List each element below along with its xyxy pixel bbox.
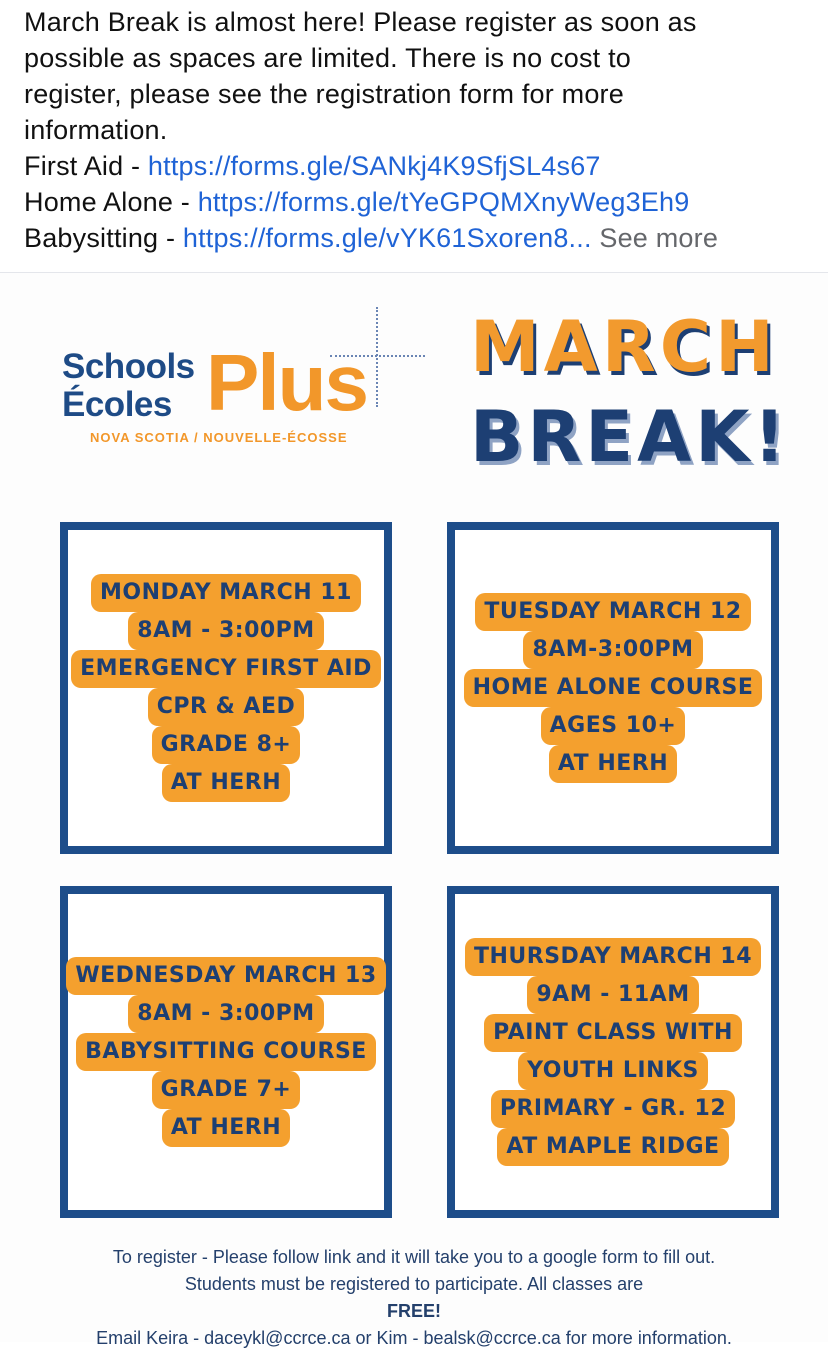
- logo-cross-vertical: [376, 307, 378, 407]
- session-line: GRADE 7+: [152, 1071, 301, 1109]
- footer-line-2: [0, 1271, 828, 1325]
- session-line: YOUTH LINKS: [518, 1052, 708, 1090]
- babysitting-link-row: [24, 220, 814, 256]
- babysitting-link[interactable]: https://forms.gle/vYK61Sxoren8...: [182, 223, 592, 253]
- logo-ecoles-text: Écoles: [62, 385, 172, 424]
- session-line: 8AM - 3:00PM: [128, 995, 323, 1033]
- post-message: [24, 4, 814, 256]
- session-line: CPR & AED: [148, 688, 305, 726]
- session-line: EMERGENCY FIRST AID: [71, 650, 381, 688]
- march-break-heading: [470, 302, 790, 482]
- session-card-wednesday: [60, 886, 392, 1218]
- session-card-thursday: [447, 886, 779, 1218]
- free-label: FREE!: [387, 1301, 441, 1321]
- session-line: GRADE 8+: [152, 726, 301, 764]
- post-line: information.: [24, 115, 168, 145]
- session-line: WEDNESDAY MARCH 13: [66, 957, 385, 995]
- session-line: PRIMARY - GR. 12: [491, 1090, 735, 1128]
- first-aid-link[interactable]: https://forms.gle/SANkj4K9SfjSL4s67: [147, 151, 601, 181]
- first-aid-link-row: [24, 148, 814, 184]
- session-line: MONDAY MARCH 11: [91, 574, 361, 612]
- home-alone-link[interactable]: https://forms.gle/tYeGPQMXnyWeg3Eh9: [197, 187, 690, 217]
- session-line: TUESDAY MARCH 12: [475, 593, 750, 631]
- session-line: THURSDAY MARCH 14: [465, 938, 761, 976]
- flyer-footer: [0, 1244, 828, 1352]
- home-alone-link-row: [24, 184, 814, 220]
- logo-plus-text: Plus: [206, 338, 367, 427]
- session-line: BABYSITTING COURSE: [76, 1033, 376, 1071]
- schoolsplus-logo: [62, 305, 432, 455]
- session-details: [71, 574, 381, 802]
- heading-line-1: MARCH: [470, 306, 778, 388]
- footer-line-3: Email Keira - daceykl@ccrce.ca or Kim - bealsk@ccrce.ca for more information.: [96, 1328, 732, 1348]
- session-card-monday: [60, 522, 392, 854]
- session-line: 8AM-3:00PM: [523, 631, 702, 669]
- session-details: [464, 593, 763, 783]
- logo-schools-text: Schools: [62, 347, 195, 386]
- post-line: register, please see the registration form for more: [24, 79, 624, 109]
- session-line: AT MAPLE RIDGE: [497, 1128, 728, 1166]
- footer-line-1: To register - Please follow link and it will take you to a google form to fill out.: [112, 1247, 716, 1267]
- see-more-button[interactable]: See more: [599, 223, 719, 253]
- link-label: Home Alone -: [24, 187, 198, 217]
- session-line: HOME ALONE COURSE: [464, 669, 763, 707]
- post-body: [24, 4, 814, 148]
- link-label: First Aid -: [24, 151, 148, 181]
- heading-line-2: BREAK!: [470, 396, 790, 478]
- session-line: AT HERH: [549, 745, 677, 783]
- session-line: PAINT CLASS WITH: [484, 1014, 742, 1052]
- session-card-tuesday: [447, 522, 779, 854]
- session-line: 9AM - 11AM: [527, 976, 698, 1014]
- post-line: possible as spaces are limited. There is no cost to: [24, 43, 631, 73]
- session-line: AGES 10+: [541, 707, 686, 745]
- session-line: AT HERH: [162, 1109, 290, 1147]
- session-line: AT HERH: [162, 764, 290, 802]
- session-line: 8AM - 3:00PM: [128, 612, 323, 650]
- session-details: [66, 957, 385, 1147]
- link-label: Babysitting -: [24, 223, 183, 253]
- logo-tagline: NOVA SCOTIA / NOUVELLE-ÉCOSSE: [90, 430, 348, 445]
- post-line: March Break is almost here! Please register as soon as: [24, 7, 697, 37]
- session-details: [465, 938, 761, 1166]
- footer-line-2-text: Students must be registered to participate. All classes are: [184, 1274, 644, 1294]
